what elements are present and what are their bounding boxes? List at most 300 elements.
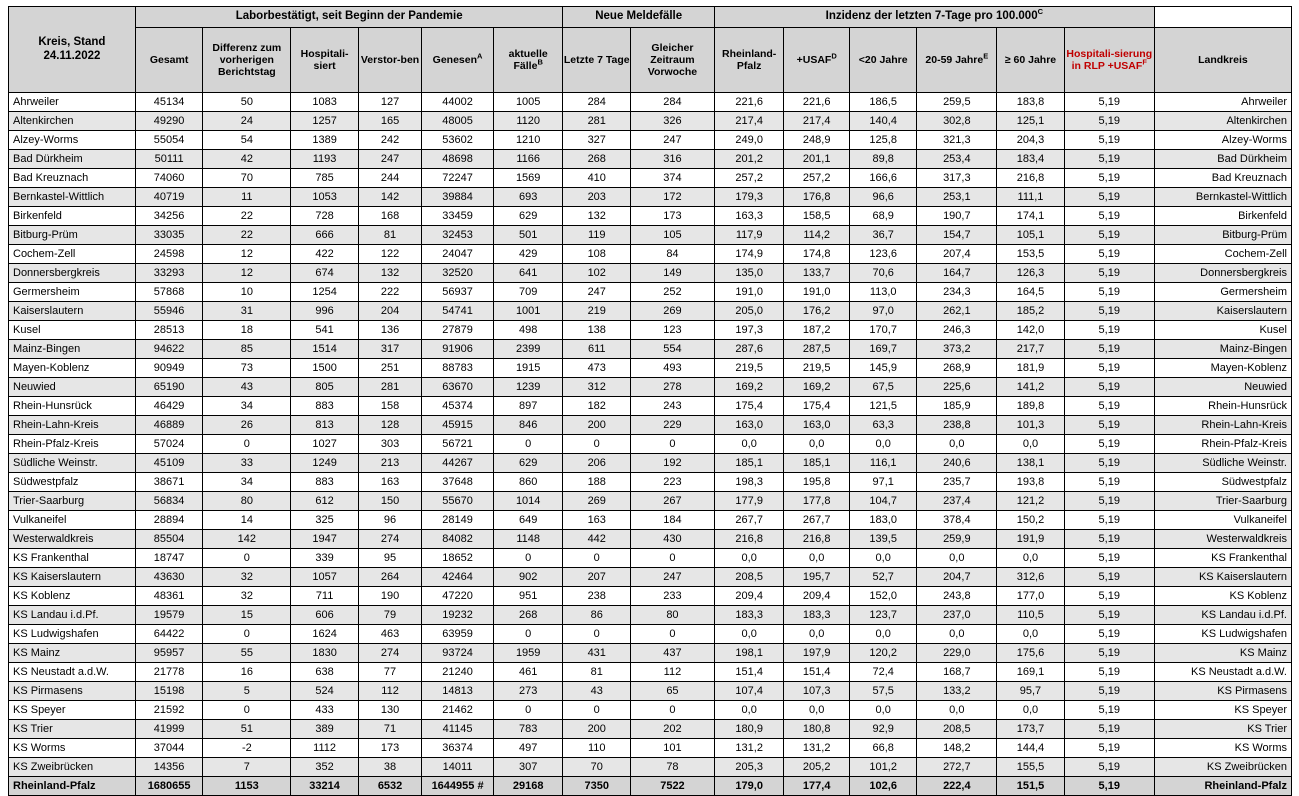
- row-kreis-name: Kaiserslautern: [9, 302, 136, 321]
- row-kreis-name: Bad Kreuznach: [9, 169, 136, 188]
- cell-verstorben: 79: [358, 606, 421, 625]
- cell-hospitalisiert: 1389: [291, 131, 359, 150]
- row-kreis-name: Donnersbergkreis: [9, 264, 136, 283]
- cell-aktuelle-faelle: 1959: [493, 644, 563, 663]
- cell-hospitalisierung-rate: 5,19: [1064, 492, 1154, 511]
- cell-gesamt: 95957: [135, 644, 203, 663]
- cell-inzidenz-60plus: 175,6: [997, 644, 1065, 663]
- cell-inzidenz-usaf: 0,0: [784, 435, 849, 454]
- cell-inzidenz-rlp: 107,4: [714, 682, 784, 701]
- cell-genesen: 18652: [422, 549, 494, 568]
- row-landkreis-name: KS Frankenthal: [1154, 549, 1291, 568]
- cell-differenz: 50: [203, 93, 291, 112]
- cell-aktuelle-faelle: 641: [493, 264, 563, 283]
- cell-vorwoche: 493: [631, 359, 715, 378]
- cell-gesamt: 94622: [135, 340, 203, 359]
- cell-genesen: 93724: [422, 644, 494, 663]
- cell-inzidenz-20-59: 262,1: [917, 302, 997, 321]
- cell-aktuelle-faelle: 860: [493, 473, 563, 492]
- cell-inzidenz-u20: 121,5: [849, 397, 917, 416]
- cell-inzidenz-u20: 0,0: [849, 549, 917, 568]
- cell-genesen: 53602: [422, 131, 494, 150]
- cell-inzidenz-usaf: 177,8: [784, 492, 849, 511]
- cell-gesamt: 33293: [135, 264, 203, 283]
- cell-hospitalisierung-rate: 5,19: [1064, 435, 1154, 454]
- row-landkreis-name: Mainz-Bingen: [1154, 340, 1291, 359]
- cell-inzidenz-u20: 166,6: [849, 169, 917, 188]
- cell-inzidenz-20-59: 185,9: [917, 397, 997, 416]
- cell-differenz: -2: [203, 739, 291, 758]
- cell-inzidenz-usaf: 221,6: [784, 93, 849, 112]
- total-row-landkreis-label: Rheinland-Pfalz: [1154, 777, 1291, 796]
- cell-vorwoche: 202: [631, 720, 715, 739]
- cell-genesen: 84082: [422, 530, 494, 549]
- cell-hospitalisierung-rate: 5,19: [1064, 682, 1154, 701]
- col-gesamt: Gesamt: [135, 28, 203, 93]
- footnote-marker-b: B: [537, 57, 543, 67]
- cell-genesen: 45915: [422, 416, 494, 435]
- cell-differenz: 5: [203, 682, 291, 701]
- cell-differenz: 15: [203, 606, 291, 625]
- row-landkreis-name: KS Zweibrücken: [1154, 758, 1291, 777]
- col-vorwoche: Gleicher Zeitraum Vorwoche: [631, 28, 715, 93]
- cell-inzidenz-20-59: 208,5: [917, 720, 997, 739]
- cell-inzidenz-60plus: 216,8: [997, 169, 1065, 188]
- cell-differenz: 70: [203, 169, 291, 188]
- cell-gesamt: 41999: [135, 720, 203, 739]
- cell-inzidenz-60plus: 138,1: [997, 454, 1065, 473]
- cell-differenz: 14: [203, 511, 291, 530]
- cell-inzidenz-u20: 186,5: [849, 93, 917, 112]
- cell-letzte-7-tage: 200: [563, 720, 631, 739]
- cell-inzidenz-rlp: 163,0: [714, 416, 784, 435]
- table-row: [9, 530, 1292, 549]
- cell-inzidenz-u20: 113,0: [849, 283, 917, 302]
- cell-inzidenz-60plus: 185,2: [997, 302, 1065, 321]
- cell-aktuelle-faelle: 1005: [493, 93, 563, 112]
- footnote-marker-c: C: [1037, 7, 1044, 17]
- cell-vorwoche: 278: [631, 378, 715, 397]
- cell-inzidenz-rlp: 0,0: [714, 435, 784, 454]
- cell-inzidenz-60plus: 183,8: [997, 93, 1065, 112]
- cell-differenz: 73: [203, 359, 291, 378]
- cell-verstorben: 463: [358, 625, 421, 644]
- cell-verstorben: 274: [358, 644, 421, 663]
- cell-vorwoche: 112: [631, 663, 715, 682]
- row-landkreis-name: Alzey-Worms: [1154, 131, 1291, 150]
- total-cell-genesen: 1644955 #: [422, 777, 494, 796]
- cell-genesen: 63670: [422, 378, 494, 397]
- cell-verstorben: 130: [358, 701, 421, 720]
- cell-gesamt: 33035: [135, 226, 203, 245]
- cell-inzidenz-usaf: 187,2: [784, 321, 849, 340]
- cell-aktuelle-faelle: 1120: [493, 112, 563, 131]
- cell-inzidenz-u20: 68,9: [849, 207, 917, 226]
- cell-inzidenz-u20: 140,4: [849, 112, 917, 131]
- cell-inzidenz-rlp: 0,0: [714, 625, 784, 644]
- cell-inzidenz-60plus: 312,6: [997, 568, 1065, 587]
- cell-gesamt: 45109: [135, 454, 203, 473]
- row-kreis-name: KS Speyer: [9, 701, 136, 720]
- cell-inzidenz-rlp: 131,2: [714, 739, 784, 758]
- cell-differenz: 16: [203, 663, 291, 682]
- cell-inzidenz-usaf: 201,1: [784, 150, 849, 169]
- cell-inzidenz-rlp: 249,0: [714, 131, 784, 150]
- row-kreis-name: KS Pirmasens: [9, 682, 136, 701]
- cell-aktuelle-faelle: 1148: [493, 530, 563, 549]
- cell-vorwoche: 233: [631, 587, 715, 606]
- cell-hospitalisiert: 883: [291, 397, 359, 416]
- cell-inzidenz-20-59: 373,2: [917, 340, 997, 359]
- cell-hospitalisiert: 1257: [291, 112, 359, 131]
- cell-letzte-7-tage: 0: [563, 435, 631, 454]
- cell-inzidenz-usaf: 205,2: [784, 758, 849, 777]
- footnote-marker-d: D: [831, 51, 837, 61]
- cell-inzidenz-u20: 125,8: [849, 131, 917, 150]
- cell-differenz: 12: [203, 264, 291, 283]
- cell-differenz: 26: [203, 416, 291, 435]
- row-kreis-name: Westerwaldkreis: [9, 530, 136, 549]
- cell-inzidenz-20-59: 190,7: [917, 207, 997, 226]
- cell-inzidenz-rlp: 219,5: [714, 359, 784, 378]
- cell-vorwoche: 247: [631, 568, 715, 587]
- cell-hospitalisierung-rate: 5,19: [1064, 720, 1154, 739]
- row-kreis-name: KS Koblenz: [9, 587, 136, 606]
- row-landkreis-name: Neuwied: [1154, 378, 1291, 397]
- cell-hospitalisierung-rate: 5,19: [1064, 207, 1154, 226]
- cell-inzidenz-rlp: 287,6: [714, 340, 784, 359]
- cell-differenz: 7: [203, 758, 291, 777]
- cell-gesamt: 40719: [135, 188, 203, 207]
- cell-inzidenz-rlp: 179,3: [714, 188, 784, 207]
- cell-hospitalisierung-rate: 5,19: [1064, 378, 1154, 397]
- cell-inzidenz-60plus: 0,0: [997, 549, 1065, 568]
- footnote-marker-e: E: [983, 51, 989, 61]
- table-row: [9, 397, 1292, 416]
- cell-hospitalisiert: 711: [291, 587, 359, 606]
- cell-inzidenz-60plus: 217,7: [997, 340, 1065, 359]
- cell-letzte-7-tage: 138: [563, 321, 631, 340]
- cell-inzidenz-u20: 97,0: [849, 302, 917, 321]
- row-kreis-name: KS Landau i.d.Pf.: [9, 606, 136, 625]
- cell-differenz: 34: [203, 473, 291, 492]
- cell-letzte-7-tage: 206: [563, 454, 631, 473]
- table-row: [9, 739, 1292, 758]
- row-landkreis-name: Südliche Weinstr.: [1154, 454, 1291, 473]
- cell-differenz: 0: [203, 435, 291, 454]
- table-row: [9, 568, 1292, 587]
- row-landkreis-name: Bad Dürkheim: [1154, 150, 1291, 169]
- cell-inzidenz-60plus: 0,0: [997, 701, 1065, 720]
- cell-genesen: 32520: [422, 264, 494, 283]
- cell-genesen: 56937: [422, 283, 494, 302]
- cell-vorwoche: 316: [631, 150, 715, 169]
- cell-hospitalisiert: 1053: [291, 188, 359, 207]
- row-landkreis-name: Vulkaneifel: [1154, 511, 1291, 530]
- cell-verstorben: 38: [358, 758, 421, 777]
- cell-genesen: 37648: [422, 473, 494, 492]
- cell-verstorben: 173: [358, 739, 421, 758]
- row-kreis-name: Mainz-Bingen: [9, 340, 136, 359]
- cell-aktuelle-faelle: 273: [493, 682, 563, 701]
- cell-inzidenz-60plus: 181,9: [997, 359, 1065, 378]
- cell-letzte-7-tage: 442: [563, 530, 631, 549]
- cell-letzte-7-tage: 0: [563, 701, 631, 720]
- cell-inzidenz-u20: 116,1: [849, 454, 917, 473]
- cell-letzte-7-tage: 284: [563, 93, 631, 112]
- cell-letzte-7-tage: 102: [563, 264, 631, 283]
- cell-aktuelle-faelle: 501: [493, 226, 563, 245]
- cell-inzidenz-20-59: 268,9: [917, 359, 997, 378]
- cell-hospitalisiert: 1514: [291, 340, 359, 359]
- row-kreis-name: Neuwied: [9, 378, 136, 397]
- cell-aktuelle-faelle: 0: [493, 625, 563, 644]
- cell-inzidenz-u20: 67,5: [849, 378, 917, 397]
- header-group-neue-meldefaelle: Neue Meldefälle: [563, 7, 714, 28]
- cell-inzidenz-60plus: 142,0: [997, 321, 1065, 340]
- cell-inzidenz-60plus: 164,5: [997, 283, 1065, 302]
- cell-inzidenz-20-59: 243,8: [917, 587, 997, 606]
- cell-hospitalisiert: 1830: [291, 644, 359, 663]
- cell-genesen: 48005: [422, 112, 494, 131]
- cell-inzidenz-usaf: 180,8: [784, 720, 849, 739]
- cell-inzidenz-u20: 123,6: [849, 245, 917, 264]
- cell-vorwoche: 229: [631, 416, 715, 435]
- cell-verstorben: 122: [358, 245, 421, 264]
- cell-hospitalisiert: 389: [291, 720, 359, 739]
- row-landkreis-name: Trier-Saarburg: [1154, 492, 1291, 511]
- table-row: [9, 188, 1292, 207]
- row-kreis-name: Altenkirchen: [9, 112, 136, 131]
- table-row: [9, 340, 1292, 359]
- cell-inzidenz-20-59: 229,0: [917, 644, 997, 663]
- row-landkreis-name: Ahrweiler: [1154, 93, 1291, 112]
- cell-gesamt: 56834: [135, 492, 203, 511]
- cell-genesen: 47220: [422, 587, 494, 606]
- cell-inzidenz-usaf: 169,2: [784, 378, 849, 397]
- cell-letzte-7-tage: 182: [563, 397, 631, 416]
- cell-inzidenz-u20: 36,7: [849, 226, 917, 245]
- cell-inzidenz-20-59: 237,0: [917, 606, 997, 625]
- cell-inzidenz-60plus: 173,7: [997, 720, 1065, 739]
- cell-differenz: 22: [203, 226, 291, 245]
- cell-inzidenz-usaf: 195,7: [784, 568, 849, 587]
- cell-hospitalisierung-rate: 5,19: [1064, 625, 1154, 644]
- cell-gesamt: 74060: [135, 169, 203, 188]
- cell-inzidenz-usaf: 174,8: [784, 245, 849, 264]
- col-hospitalisiert: Hospitali-siert: [291, 28, 359, 93]
- cell-hospitalisierung-rate: 5,19: [1064, 112, 1154, 131]
- cell-verstorben: 95: [358, 549, 421, 568]
- row-landkreis-name: Südwestpfalz: [1154, 473, 1291, 492]
- table-row: [9, 321, 1292, 340]
- row-kreis-name: KS Zweibrücken: [9, 758, 136, 777]
- cell-hospitalisierung-rate: 5,19: [1064, 264, 1154, 283]
- cell-differenz: 32: [203, 568, 291, 587]
- cell-aktuelle-faelle: 1166: [493, 150, 563, 169]
- cell-inzidenz-usaf: 107,3: [784, 682, 849, 701]
- cell-hospitalisierung-rate: 5,19: [1064, 226, 1154, 245]
- cell-differenz: 12: [203, 245, 291, 264]
- cell-aktuelle-faelle: 897: [493, 397, 563, 416]
- cell-aktuelle-faelle: 1239: [493, 378, 563, 397]
- cell-vorwoche: 247: [631, 131, 715, 150]
- cell-inzidenz-usaf: 176,2: [784, 302, 849, 321]
- cell-genesen: 44002: [422, 93, 494, 112]
- cell-hospitalisierung-rate: 5,19: [1064, 340, 1154, 359]
- cell-hospitalisiert: 1947: [291, 530, 359, 549]
- table-row: [9, 207, 1292, 226]
- cell-hospitalisierung-rate: 5,19: [1064, 511, 1154, 530]
- cell-aktuelle-faelle: 902: [493, 568, 563, 587]
- cell-hospitalisierung-rate: 5,19: [1064, 188, 1154, 207]
- cell-inzidenz-60plus: 126,3: [997, 264, 1065, 283]
- cell-verstorben: 213: [358, 454, 421, 473]
- cell-inzidenz-usaf: 195,8: [784, 473, 849, 492]
- cell-letzte-7-tage: 611: [563, 340, 631, 359]
- cell-inzidenz-u20: 101,2: [849, 758, 917, 777]
- cell-vorwoche: 0: [631, 625, 715, 644]
- cell-inzidenz-rlp: 135,0: [714, 264, 784, 283]
- cell-hospitalisierung-rate: 5,19: [1064, 169, 1154, 188]
- cell-inzidenz-u20: 70,6: [849, 264, 917, 283]
- total-cell-hospitalisiert: 33214: [291, 777, 359, 796]
- total-cell-inzidenz-u20: 102,6: [849, 777, 917, 796]
- cell-gesamt: 57024: [135, 435, 203, 454]
- row-landkreis-name: Cochem-Zell: [1154, 245, 1291, 264]
- row-landkreis-name: KS Ludwigshafen: [1154, 625, 1291, 644]
- cell-inzidenz-usaf: 257,2: [784, 169, 849, 188]
- cell-vorwoche: 374: [631, 169, 715, 188]
- cell-hospitalisiert: 1083: [291, 93, 359, 112]
- cell-genesen: 21240: [422, 663, 494, 682]
- cell-verstorben: 77: [358, 663, 421, 682]
- cell-inzidenz-60plus: 144,4: [997, 739, 1065, 758]
- table-total-row: [9, 777, 1292, 796]
- cell-genesen: 39884: [422, 188, 494, 207]
- cell-hospitalisierung-rate: 5,19: [1064, 739, 1154, 758]
- cell-inzidenz-usaf: 163,0: [784, 416, 849, 435]
- cell-inzidenz-60plus: 121,2: [997, 492, 1065, 511]
- cell-gesamt: 55054: [135, 131, 203, 150]
- cell-inzidenz-rlp: 216,8: [714, 530, 784, 549]
- cell-gesamt: 28894: [135, 511, 203, 530]
- row-kreis-name: Ahrweiler: [9, 93, 136, 112]
- cell-vorwoche: 184: [631, 511, 715, 530]
- cell-inzidenz-u20: 52,7: [849, 568, 917, 587]
- cell-inzidenz-60plus: 204,3: [997, 131, 1065, 150]
- row-landkreis-name: KS Landau i.d.Pf.: [1154, 606, 1291, 625]
- cell-hospitalisierung-rate: 5,19: [1064, 131, 1154, 150]
- cell-letzte-7-tage: 431: [563, 644, 631, 663]
- cell-letzte-7-tage: 110: [563, 739, 631, 758]
- cell-inzidenz-u20: 152,0: [849, 587, 917, 606]
- total-cell-vorwoche: 7522: [631, 777, 715, 796]
- row-landkreis-name: Kusel: [1154, 321, 1291, 340]
- cell-inzidenz-rlp: 174,9: [714, 245, 784, 264]
- cell-letzte-7-tage: 203: [563, 188, 631, 207]
- cell-aktuelle-faelle: 0: [493, 701, 563, 720]
- cell-differenz: 18: [203, 321, 291, 340]
- cell-inzidenz-60plus: 105,1: [997, 226, 1065, 245]
- cell-letzte-7-tage: 247: [563, 283, 631, 302]
- cell-inzidenz-u20: 96,6: [849, 188, 917, 207]
- table-row: [9, 492, 1292, 511]
- cell-hospitalisiert: 1254: [291, 283, 359, 302]
- cell-vorwoche: 84: [631, 245, 715, 264]
- cell-verstorben: 247: [358, 150, 421, 169]
- cell-letzte-7-tage: 86: [563, 606, 631, 625]
- cell-aktuelle-faelle: 693: [493, 188, 563, 207]
- cell-letzte-7-tage: 132: [563, 207, 631, 226]
- cell-inzidenz-u20: 0,0: [849, 435, 917, 454]
- cell-gesamt: 65190: [135, 378, 203, 397]
- cell-inzidenz-20-59: 0,0: [917, 435, 997, 454]
- cell-genesen: 32453: [422, 226, 494, 245]
- cell-aktuelle-faelle: 429: [493, 245, 563, 264]
- col-rheinland-pfalz: Rheinland-Pfalz: [714, 28, 784, 93]
- cell-inzidenz-60plus: 0,0: [997, 435, 1065, 454]
- cell-inzidenz-usaf: 191,0: [784, 283, 849, 302]
- cell-inzidenz-20-59: 168,7: [917, 663, 997, 682]
- cell-aktuelle-faelle: 951: [493, 587, 563, 606]
- cell-inzidenz-usaf: 183,3: [784, 606, 849, 625]
- cell-gesamt: 24598: [135, 245, 203, 264]
- cell-verstorben: 71: [358, 720, 421, 739]
- table-row: [9, 112, 1292, 131]
- cell-inzidenz-u20: 139,5: [849, 530, 917, 549]
- cell-inzidenz-20-59: 148,2: [917, 739, 997, 758]
- cell-hospitalisierung-rate: 5,19: [1064, 644, 1154, 663]
- cell-inzidenz-60plus: 174,1: [997, 207, 1065, 226]
- cell-inzidenz-u20: 170,7: [849, 321, 917, 340]
- table-row: [9, 302, 1292, 321]
- cell-vorwoche: 173: [631, 207, 715, 226]
- table-row: [9, 644, 1292, 663]
- cell-inzidenz-u20: 97,1: [849, 473, 917, 492]
- cell-letzte-7-tage: 188: [563, 473, 631, 492]
- cell-inzidenz-rlp: 169,2: [714, 378, 784, 397]
- cell-inzidenz-usaf: 267,7: [784, 511, 849, 530]
- cell-differenz: 42: [203, 150, 291, 169]
- cell-inzidenz-20-59: 0,0: [917, 701, 997, 720]
- cell-inzidenz-rlp: 205,0: [714, 302, 784, 321]
- cell-gesamt: 43630: [135, 568, 203, 587]
- cell-inzidenz-rlp: 191,0: [714, 283, 784, 302]
- cell-hospitalisiert: 813: [291, 416, 359, 435]
- cell-inzidenz-rlp: 205,3: [714, 758, 784, 777]
- cell-letzte-7-tage: 473: [563, 359, 631, 378]
- cell-hospitalisiert: 883: [291, 473, 359, 492]
- cell-verstorben: 127: [358, 93, 421, 112]
- cell-vorwoche: 0: [631, 549, 715, 568]
- footnote-marker-f: F: [1142, 57, 1147, 67]
- cell-vorwoche: 65: [631, 682, 715, 701]
- table-row: [9, 131, 1292, 150]
- col-unter-20-jahre: <20 Jahre: [849, 28, 917, 93]
- cell-hospitalisiert: 422: [291, 245, 359, 264]
- col-differenz: Differenz zum vorherigen Berichtstag: [203, 28, 291, 93]
- cell-hospitalisierung-rate: 5,19: [1064, 454, 1154, 473]
- cell-vorwoche: 284: [631, 93, 715, 112]
- table-row: [9, 416, 1292, 435]
- cell-inzidenz-rlp: 177,9: [714, 492, 784, 511]
- cell-differenz: 33: [203, 454, 291, 473]
- cell-inzidenz-60plus: 110,5: [997, 606, 1065, 625]
- cell-vorwoche: 269: [631, 302, 715, 321]
- row-landkreis-name: KS Worms: [1154, 739, 1291, 758]
- cell-hospitalisierung-rate: 5,19: [1064, 245, 1154, 264]
